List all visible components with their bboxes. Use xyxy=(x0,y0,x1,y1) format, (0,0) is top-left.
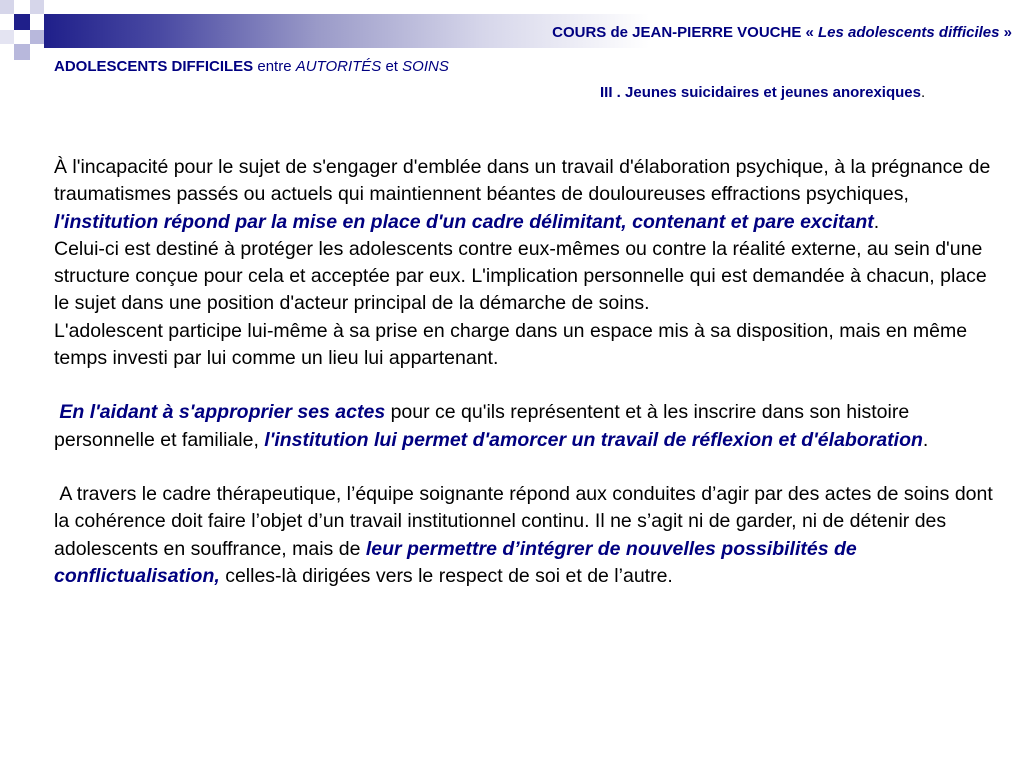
topic-line xyxy=(54,58,449,75)
course-suffix: » xyxy=(999,24,1012,41)
topic-part: et xyxy=(381,58,403,75)
decor-square xyxy=(0,30,14,44)
decor-square xyxy=(30,0,44,14)
emphasis-text: l'institution lui permet d'amorcer un travail de réflexion et d'élaboration xyxy=(264,428,923,451)
course-title xyxy=(552,24,1012,41)
paragraph xyxy=(54,481,1004,590)
section-title-period: . xyxy=(920,84,926,101)
emphasis-text: l'institution répond par la mise en place d'un cadre délimitant, contenant et pare excitant xyxy=(54,210,874,233)
text-run: . xyxy=(873,210,880,233)
decor-square xyxy=(14,14,30,30)
text-run: celles-là dirigées vers le respect de soi et de l’autre. xyxy=(219,564,673,587)
decor-square xyxy=(14,44,30,60)
spacer xyxy=(54,454,1004,481)
text-run: . xyxy=(922,428,929,451)
emphasis-text: En l'aidant à s'approprier ses actes xyxy=(59,401,386,424)
text-run: À l'incapacité pour le sujet de s'engager d'emblée dans un travail d'élaboration psychique, à la prégnance de traumatismes passés ou actuels qui maintiennent béantes de douloureuses effractions psychiques, xyxy=(54,156,991,206)
emphasis-text: leur permettre d’intégrer de nouvelles possibilités de conflictualisation, xyxy=(54,537,857,587)
topic-part: SOINS xyxy=(402,58,449,75)
course-prefix: COURS de JEAN-PIERRE VOUCHE « xyxy=(552,24,819,41)
section-title-text: III . Jeunes suicidaires et jeunes anorexiques xyxy=(600,84,921,101)
paragraph xyxy=(54,399,1004,454)
course-name: Les adolescents difficiles xyxy=(818,24,1000,41)
text-run: pour ce qu'ils représentent et à les inscrire dans son histoire personnelle et familiale, xyxy=(54,401,910,451)
decor-square xyxy=(30,30,44,44)
text-run: A travers le cadre thérapeutique, l’équipe soignante répond aux conduites d’agir par des actes de soins dont la cohérence doit faire l’objet d’un travail institutionnel continu. Il ne s’agit ni de garder, ni de détenir des adolescents en souffrance, mais de xyxy=(54,482,993,560)
paragraph: L'adolescent participe lui-même à sa prise en charge dans un espace mis à sa disposition, mais en même temps investi par lui comme un lieu lui appartenant. xyxy=(54,319,968,370)
topic-part: ADOLESCENTS DIFFICILES xyxy=(54,58,254,75)
topic-part: entre xyxy=(253,58,296,75)
spacer xyxy=(54,372,1004,399)
body-text xyxy=(54,154,1004,590)
decor-square xyxy=(0,0,14,14)
paragraph xyxy=(54,154,1004,236)
paragraph: Celui-ci est destiné à protéger les adolescents contre eux-mêmes ou contre la réalité externe, au sein d'une structure conçue pour cela et acceptée par eux. L'implication personnelle qui est demandée à chacun, place le sujet dans une position d'acteur principal de la démarche de soins. xyxy=(54,237,987,315)
topic-part: AUTORITÉS xyxy=(295,58,382,75)
section-title xyxy=(600,84,925,101)
